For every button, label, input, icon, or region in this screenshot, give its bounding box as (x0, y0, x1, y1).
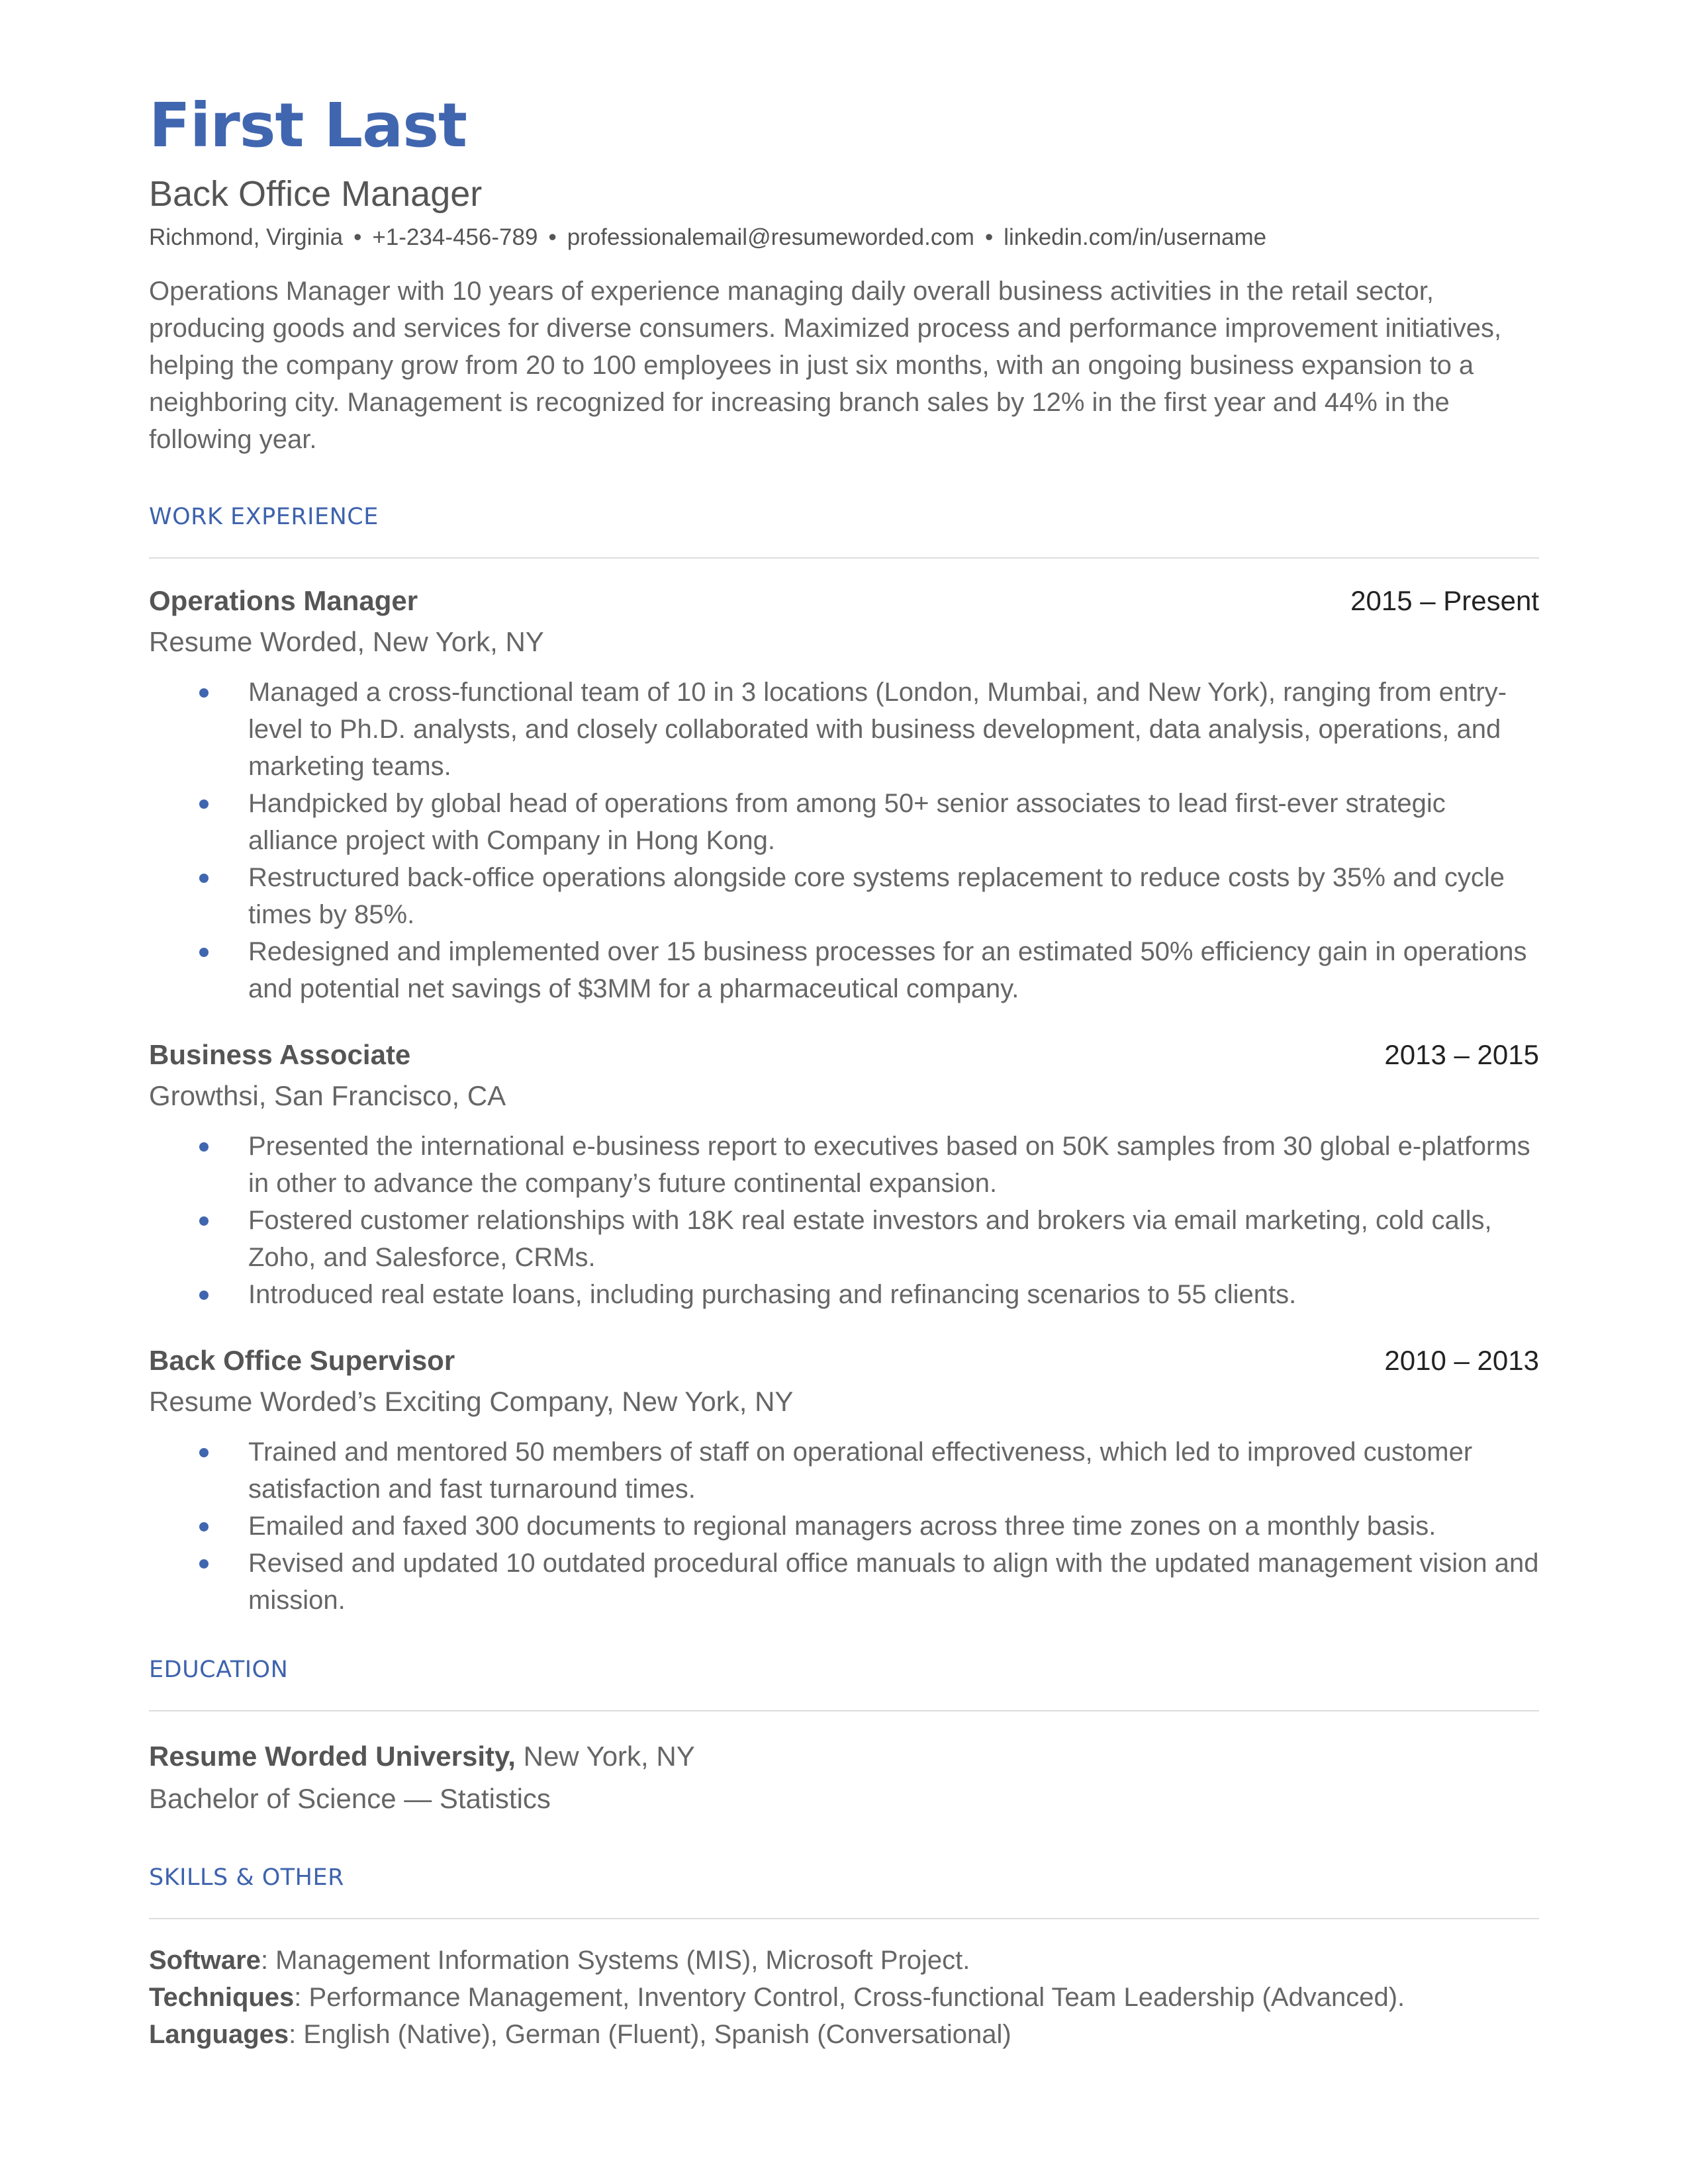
skill-line-techniques (149, 1979, 1539, 2016)
section-divider (149, 557, 1539, 559)
bullet-dot-icon (199, 1559, 209, 1569)
job-role: Business Associate (149, 1039, 411, 1070)
bullet-item (149, 1276, 1539, 1313)
job-role: Back Office Supervisor (149, 1345, 455, 1376)
bullet-dot-icon (199, 1448, 209, 1457)
section-title-work-experience: WORK EXPERIENCE (149, 504, 379, 530)
bullet-item (149, 1508, 1539, 1545)
job-bullets (149, 1433, 1539, 1619)
job-company: Resume Worded, New York, NY (149, 626, 544, 657)
bullet-text: Emailed and faxed 300 documents to regional managers across three time zones on a monthly basis. (248, 1512, 1436, 1541)
job-entry (149, 582, 1539, 1007)
job-entry (149, 1036, 1539, 1313)
job-header (149, 582, 1539, 619)
skill-value: : Performance Management, Inventory Control, Cross-functional Team Leadership (Advanced). (294, 1983, 1405, 2012)
bullet-text: Handpicked by global head of operations from among 50+ senior associates to lead first-ever strategic alliance project with Company in Hong Kong. (248, 789, 1446, 855)
bullet-text: Redesigned and implemented over 15 business processes for an estimated 50% efficiency gain in operations and potential net savings of $3MM for a pharmaceutical company. (248, 937, 1527, 1003)
contact-email: professionalemail@resumeworded.com (567, 224, 974, 250)
bullet-dot-icon (199, 948, 209, 957)
skill-line-languages (149, 2016, 1539, 2053)
bullet-dot-icon (199, 688, 209, 698)
bullet-text: Trained and mentored 50 members of staff on operational effectiveness, which led to improved customer satisfaction and fast turnaround times. (248, 1437, 1473, 1504)
bullet-text: Restructured back-office operations alongside core systems replacement to reduce costs by 35% and cycle times by 85%. (248, 863, 1505, 929)
skill-line-software (149, 1942, 1539, 1979)
skill-label: Software (149, 1946, 261, 1975)
job-header (149, 1342, 1539, 1379)
separator-dot: • (984, 224, 994, 250)
work-experience-section (149, 500, 1539, 1619)
bullet-item (149, 785, 1539, 859)
bullet-text: Fostered customer relationships with 18K real estate investors and brokers via email marketing, cold calls, Zoho, and Salesforce, CRMs. (248, 1206, 1492, 1272)
job-bullets (149, 674, 1539, 1007)
skill-label: Languages (149, 2020, 289, 2049)
summary-paragraph: Operations Manager with 10 years of experience managing daily overall business activities in the retail sector, producing goods and services for diverse consumers. Maximized process and performance improvement initiatives, helping the company grow from 20 to 100 employees in just six months, with an ongoing business expansion to a neighboring city. Management is recognized for increasing branch sales by 12% in the first year and 44% in the following year. (149, 277, 1502, 454)
bullet-dot-icon (199, 799, 209, 809)
skill-value: : English (Native), German (Fluent), Spanish (Conversational) (289, 2020, 1011, 2049)
separator-dot: • (548, 224, 557, 250)
skill-value: : Management Information Systems (MIS), Microsoft Project. (260, 1946, 970, 1975)
job-header (149, 1036, 1539, 1073)
job-dates: 2013 – 2015 (1384, 1039, 1539, 1070)
bullet-dot-icon (199, 1142, 209, 1152)
skills-list (149, 1942, 1539, 2053)
bullet-text: Managed a cross-functional team of 10 in 3 locations (London, Mumbai, and New York), ranging from entry-level to Ph.D. analysts, and closely collaborated with business development, data analysis, operations, and marketing teams. (248, 678, 1507, 781)
bullet-item (149, 1128, 1539, 1202)
education-section (149, 1653, 1539, 1819)
job-dates: 2010 – 2013 (1384, 1345, 1539, 1376)
job-title: Back Office Manager (149, 174, 483, 214)
job-company: Resume Worded’s Exciting Company, New York, NY (149, 1386, 794, 1417)
candidate-name: First Last (149, 90, 467, 161)
bullet-dot-icon (199, 1291, 209, 1300)
bullet-item (149, 674, 1539, 785)
job-company: Growthsi, San Francisco, CA (149, 1080, 506, 1111)
job-entry (149, 1342, 1539, 1619)
education-degree: Bachelor of Science — Statistics (149, 1783, 551, 1814)
bullet-text: Introduced real estate loans, including purchasing and refinancing scenarios to 55 clients. (248, 1280, 1297, 1309)
bullet-text: Revised and updated 10 outdated procedural office manuals to align with the updated management vision and mission. (248, 1549, 1539, 1615)
skills-section (149, 1861, 1539, 2053)
education-school-line (149, 1737, 1539, 1776)
separator-dot: • (353, 224, 362, 250)
skill-label: Techniques (149, 1983, 295, 2012)
contact-phone: +1-234-456-789 (372, 224, 538, 250)
contact-linkedin: linkedin.com/in/username (1004, 224, 1267, 250)
section-divider (149, 1918, 1539, 1919)
bullet-item (149, 1202, 1539, 1276)
education-school: Resume Worded University, (149, 1741, 516, 1772)
bullet-item (149, 1433, 1539, 1508)
bullet-dot-icon (199, 874, 209, 883)
job-dates: 2015 – Present (1350, 585, 1539, 616)
section-title-education: EDUCATION (149, 1657, 289, 1683)
job-role: Operations Manager (149, 585, 418, 616)
bullet-dot-icon (199, 1522, 209, 1531)
bullet-text: Presented the international e-business report to executives based on 50K samples from 30 global e-platforms in other to advance the company’s future continental expansion. (248, 1132, 1530, 1198)
education-location: New York, NY (523, 1741, 695, 1772)
bullet-item (149, 1545, 1539, 1619)
resume-page (149, 86, 1539, 2053)
contact-line (149, 221, 1539, 254)
bullet-item (149, 859, 1539, 933)
contact-location: Richmond, Virginia (149, 224, 344, 250)
section-divider (149, 1710, 1539, 1711)
section-title-skills: SKILLS & OTHER (149, 1864, 344, 1891)
job-bullets (149, 1128, 1539, 1313)
bullet-dot-icon (199, 1216, 209, 1226)
bullet-item (149, 933, 1539, 1007)
